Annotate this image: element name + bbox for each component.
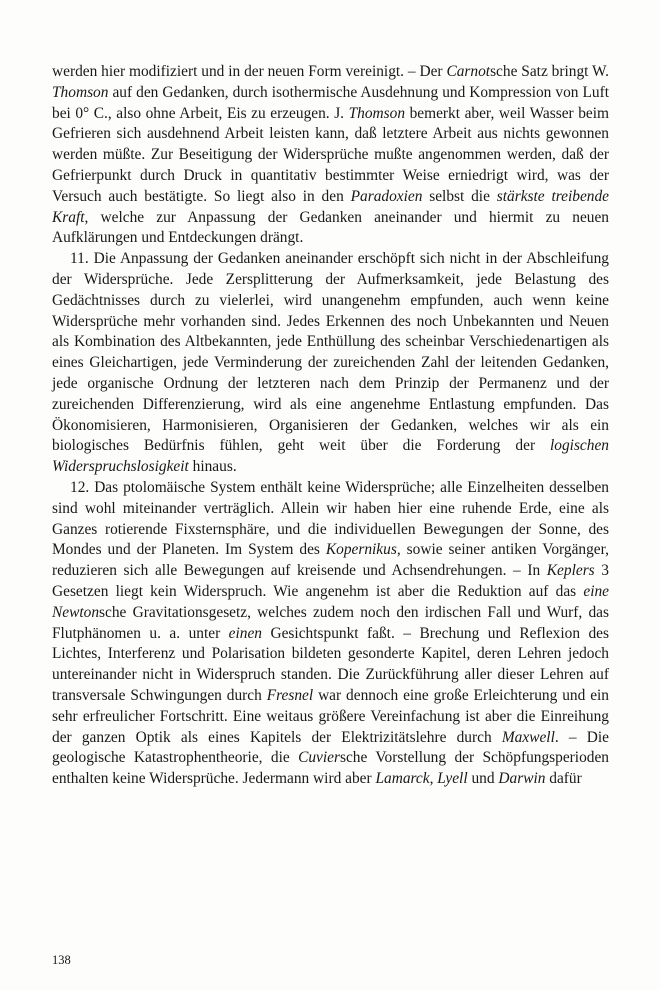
italic-text-run: Darwin <box>498 770 546 788</box>
italic-text-run: Lamarck, Lyell <box>375 770 468 788</box>
text-run: sche Satz bringt W. <box>490 63 609 80</box>
italic-text-run: Kopernikus <box>325 541 397 559</box>
italic-text-run: Thomson <box>52 83 109 101</box>
text-run: bemerkt aber, weil Wasser beim Gefrieren sich ausdehnend Arbeit leisten kann, daß letztere Arbeit aus nichts gewonnen werden müßte. Zur Beseitigung der Widersprüche mußte angenommen werden, daß der Gefrierpunkt durch Druck in quantitativ bestimmter Weise erniedrigt wird, was der Versuch auch bestätigte. So liegt also in den <box>52 104 610 205</box>
text-run: , sowie seiner antiken Vorgänger, reduzieren sich alle Bewegungen auf kreisende und Achsendrehungen. – In <box>52 541 609 580</box>
italic-text-run: Carnot <box>446 63 491 80</box>
text-run: Gesichtspunkt faßt. – Brechung und Reflexion des Lichtes, Interferenz und Polarisation bildeten gesonderte Kapitel, deren Lehren jedoch untereinander nicht in Widerspruch standen. Die Zurückführung aller dieser Lehren auf transversale Schwingungen durch <box>52 624 610 704</box>
italic-text-run: eine Newton <box>52 582 609 621</box>
text-block <box>52 62 609 790</box>
page-number: 138 <box>52 953 71 967</box>
paragraph <box>52 62 609 249</box>
text-run: und <box>467 770 499 788</box>
italic-text-run: Thomson <box>348 104 406 122</box>
text-run: 11. Die Anpassung der Gedanken aneinander erschöpft sich nicht in der Abschleifung der Widersprüche. Jede Zersplitterung der Aufmerksamkeit, jede Belastung des Gedächtnisses durch zu vielerlei, wird unangenehm empfunden, auch wenn keine Widersprüche mehr vorhanden sind. Jedes Erkennen des noch Unbekannten und Neuen als Kombination des Altbekannten, jede Enthüllung des scheinbar Verschiedenartigen als eines Gleichartigen, jede Verminderung der zureichenden Zahl der leitenden Gedanken, jede organische Ordnung der letzteren nach dem Prinzip der Permanenz und der zureichenden Differenzierung, wird als eine angenehme Entlastung empfunden. Das Ökonomisieren, Harmonisieren, Organisieren der Gedanken, welches wir als ein biologisches Bedürfnis fühlen, geht weit über die Forderung der <box>52 250 609 455</box>
text-run: auf den Gedanken, durch isothermische Ausdehnung und Kompression von Luft bei 0° C., also ohne Arbeit, Eis zu erzeugen. J. <box>52 83 609 122</box>
italic-text-run: Maxwell <box>501 728 555 746</box>
text-run: 3 Gesetzen liegt kein Widerspruch. Wie angenehm ist aber die Reduktion auf das <box>52 562 609 600</box>
text-run: war dennoch eine große Erleichterung und ein sehr erfreulicher Fortschritt. Eine weitaus größere Vereinfachung ist aber die Einreihung der ganzen Optik als eines Kapitels der Elektrizitätslehre durch <box>52 686 609 746</box>
italic-text-run: einen <box>228 624 263 642</box>
text-run: 12. Das ptolomäische System enthält keine Widersprüche; alle Einzelheiten desselben sind wohl miteinander verträglich. Allein wir haben hier eine ruhende Erde, eine als Ganzes rotierende Fixsternsphäre, und die individuellen Bewegungen der Sonne, des Mondes und der Planeten. Im System des <box>52 478 609 559</box>
text-run: sche Vorstellung der Schöpfungsperioden enthalten keine Widersprüche. Jedermann wird aber <box>52 749 609 788</box>
italic-text-run: Keplers <box>546 562 595 580</box>
text-run: werden hier modifiziert und in der neuen Form vereinigt. – Der <box>52 63 447 80</box>
text-run: sche Gravitationsgesetz, welches zudem noch den irdischen Fall und Wurf, das Flutphänomen u. a. unter <box>52 603 609 642</box>
text-run: dafür <box>545 770 582 788</box>
text-run: . – Die geologische Katastrophentheorie, die <box>52 728 609 767</box>
paragraph <box>52 249 609 478</box>
italic-text-run: Fresnel <box>266 686 314 704</box>
text-run: selbst die <box>422 187 497 205</box>
italic-text-run: Cuvier <box>298 749 340 767</box>
italic-text-run: stärkste treibende Kraft <box>52 187 609 226</box>
italic-text-run: Paradoxien <box>350 187 423 205</box>
text-run: hinaus. <box>188 458 237 476</box>
italic-text-run: logischen Widerspruchslosigkeit <box>52 437 609 476</box>
text-run: , welche zur Anpassung der Gedanken aneinander und hiermit zu neuen Aufklärungen und Entdeckungen drängt. <box>52 208 609 247</box>
paragraph <box>52 478 609 790</box>
